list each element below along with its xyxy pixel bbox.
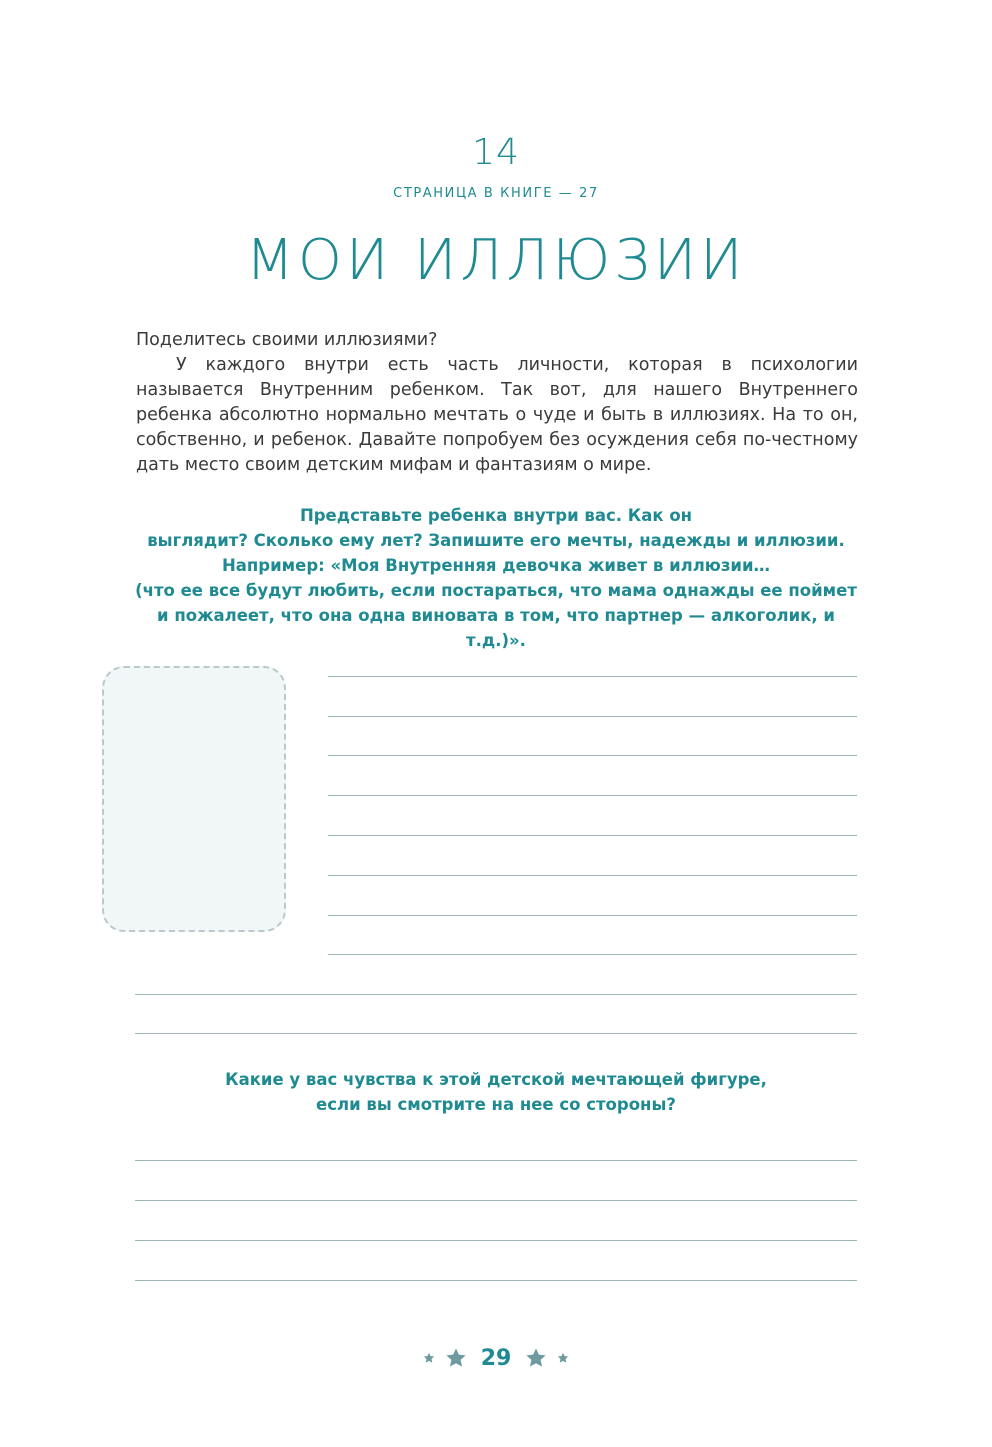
prompt-line: и пожалеет, что она одна виновата в том, что партнер — алкоголик, и т.д.)». — [157, 606, 835, 650]
chapter-number: 14 — [472, 132, 520, 173]
writing-line[interactable] — [328, 835, 857, 836]
writing-line[interactable] — [328, 875, 857, 876]
prompt-line: Какие у вас чувства к этой детской мечтающей фигуре, — [225, 1070, 767, 1089]
intro-text — [136, 328, 858, 478]
writing-line[interactable] — [328, 676, 857, 677]
intro-paragraph: У каждого внутри есть часть личности, которая в психологии называется Внутренним ребенком. Так вот, для нашего Внутреннего ребенка абсолютно нормально мечтать о чуде и быть в иллюзиях. На то он, собственно, и ребенок. Давайте попробуем без осуждения себя по-честному дать место своим детским мифам и фантазиям о мире. — [136, 355, 858, 475]
writing-line[interactable] — [135, 1033, 857, 1034]
writing-line[interactable] — [328, 954, 857, 955]
small-star-icon — [423, 1352, 435, 1364]
writing-line[interactable] — [328, 716, 857, 717]
prompt-feelings — [130, 1067, 862, 1117]
prompt-line: выглядит? Сколько ему лет? Запишите его мечты, надежды и иллюзии. — [147, 531, 845, 550]
page-title: МОИ ИЛЛЮЗИИ — [245, 228, 747, 293]
photo-placeholder[interactable] — [102, 666, 286, 932]
star-icon — [525, 1347, 547, 1369]
prompt-line: Представьте ребенка внутри вас. Как он — [299, 506, 693, 525]
writing-line[interactable] — [135, 1160, 857, 1161]
writing-line[interactable] — [135, 1280, 857, 1281]
writing-line[interactable] — [328, 755, 857, 756]
writing-line[interactable] — [135, 1240, 857, 1241]
writing-line[interactable] — [328, 915, 857, 916]
page-footer — [0, 1340, 992, 1376]
intro-question: Поделитесь своими иллюзиями? — [136, 330, 438, 350]
book-page-reference: СТРАНИЦА В КНИГЕ — 27 — [393, 186, 599, 201]
star-icon — [445, 1347, 467, 1369]
prompt-line: (что ее все будут любить, если постараться, что мама однажды ее поймет — [135, 581, 857, 600]
writing-line[interactable] — [328, 795, 857, 796]
prompt-line: если вы смотрите на нее со стороны? — [316, 1095, 676, 1114]
small-star-icon — [557, 1352, 569, 1364]
writing-line[interactable] — [135, 994, 857, 995]
prompt-line: Например: «Моя Внутренняя девочка живет в иллюзии… — [221, 556, 771, 575]
page-number: 29 — [480, 1345, 512, 1371]
prompt-inner-child — [130, 503, 862, 653]
writing-line[interactable] — [135, 1200, 857, 1201]
